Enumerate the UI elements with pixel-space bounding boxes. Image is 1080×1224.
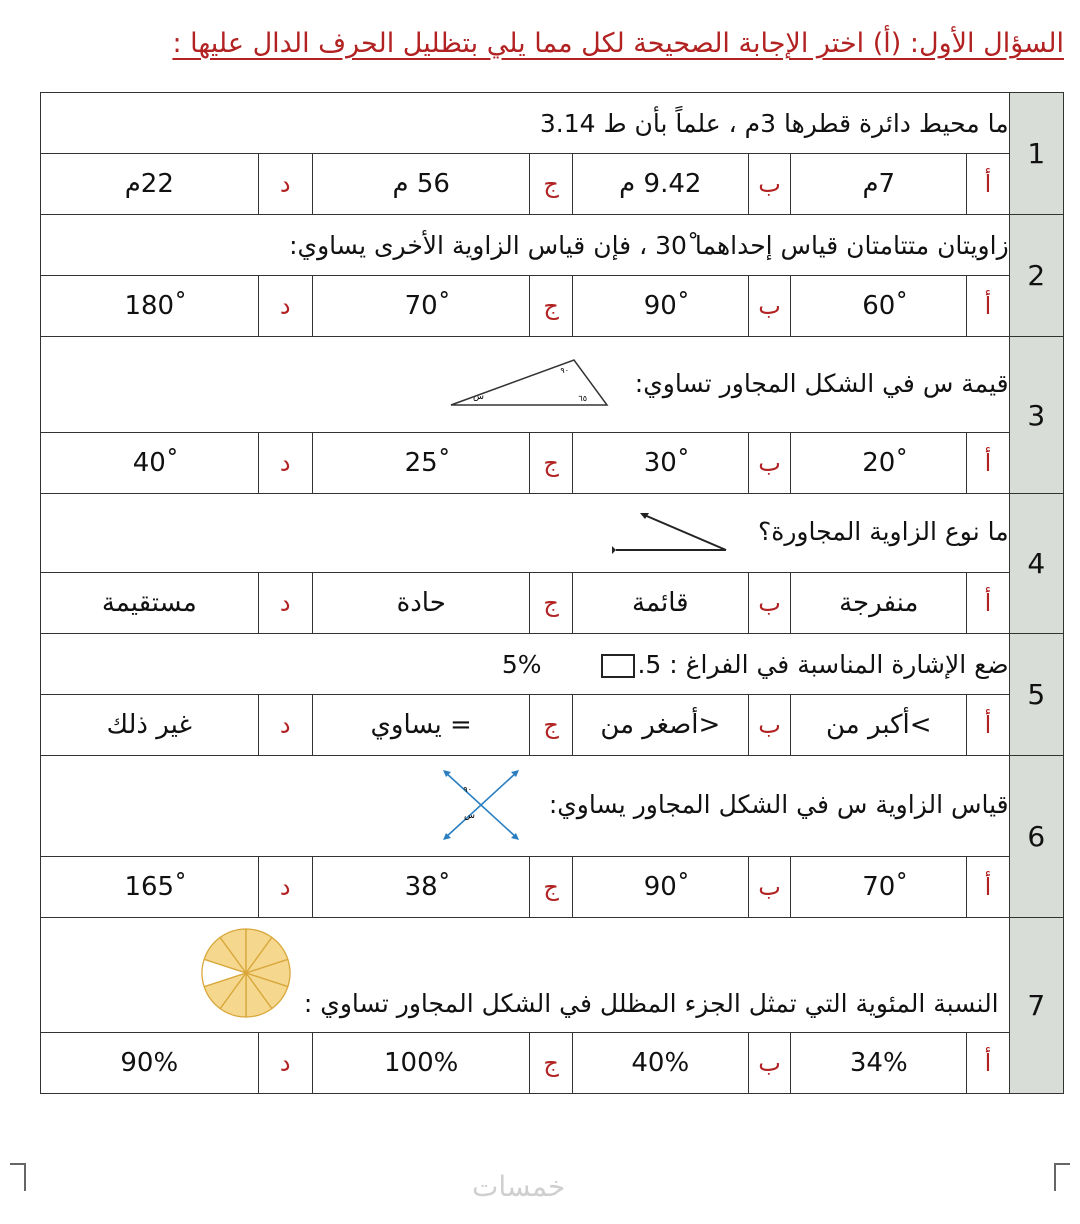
option-letter-b[interactable]: ب <box>748 276 790 337</box>
question-number: 3 <box>1009 337 1063 494</box>
option-letter-b[interactable]: ب <box>748 1033 790 1094</box>
triangle-angle-right: ٦٥ <box>578 393 587 403</box>
option-letter-c[interactable]: ج <box>530 573 572 634</box>
angle-label-top: ٩٠ <box>463 785 472 794</box>
option-letter-a[interactable]: أ <box>967 695 1009 756</box>
question-4-stem-row <box>41 494 1064 573</box>
questions-table <box>40 92 1064 1094</box>
option-letter-b[interactable]: ب <box>748 857 790 918</box>
option-letter-a[interactable]: أ <box>967 154 1009 215</box>
option-d[interactable]: 22م <box>41 154 259 215</box>
option-b[interactable]: 90ْ <box>572 276 748 337</box>
option-d[interactable]: غير ذلك <box>41 695 259 756</box>
option-letter-b[interactable]: ب <box>748 695 790 756</box>
question-number: 7 <box>1009 918 1063 1094</box>
question-stem-cell <box>41 756 1010 857</box>
option-letter-b[interactable]: ب <box>748 154 790 215</box>
question-3-stem-row <box>41 337 1064 433</box>
angle-label-x: س <box>463 811 475 821</box>
question-stem-end: 5% <box>501 649 542 679</box>
option-c[interactable]: حادة <box>312 573 529 634</box>
option-letter-c[interactable]: ج <box>530 154 572 215</box>
question-stem: زاويتان متتامتان قياس إحداهما 30ْ ، فإن قياس الزاوية الأخرى يساوي: <box>41 215 1010 276</box>
question-number: 5 <box>1009 634 1063 756</box>
question-stem-cell <box>41 634 1010 695</box>
option-b[interactable]: 30ْ <box>572 433 748 494</box>
option-c[interactable]: 56 م <box>312 154 529 215</box>
option-a[interactable]: 7م <box>791 154 967 215</box>
triangle-figure <box>449 355 609 415</box>
question-stem: ما نوع الزاوية المجاورة؟ <box>757 517 1009 546</box>
option-c[interactable]: 38ْ <box>312 857 529 918</box>
option-letter-c[interactable]: ج <box>530 857 572 918</box>
question-stem: قياس الزاوية س في الشكل المجاور يساوي: <box>548 790 1009 819</box>
page-title: السؤال الأول: (أ) اختر الإجابة الصحيحة لكل مما يلي بتظليل الحرف الدال عليها : <box>172 28 1064 59</box>
option-b[interactable]: 90ْ <box>572 857 748 918</box>
question-1-options-row <box>41 154 1064 215</box>
option-a[interactable]: منفرجة <box>791 573 967 634</box>
option-d[interactable]: 165ْ <box>41 857 259 918</box>
question-stem: ضع الإشارة المناسبة في الفراغ : 5. <box>637 649 1009 679</box>
angle-ray-diagonal <box>642 514 726 550</box>
answer-blank-box[interactable] <box>601 654 635 678</box>
option-c[interactable]: = يساوي <box>312 695 529 756</box>
option-letter-c[interactable]: ج <box>530 1033 572 1094</box>
option-letter-d[interactable]: د <box>258 573 312 634</box>
option-letter-c[interactable]: ج <box>530 695 572 756</box>
option-letter-d[interactable]: د <box>258 433 312 494</box>
option-letter-a[interactable]: أ <box>967 433 1009 494</box>
option-letter-a[interactable]: أ <box>967 1033 1009 1094</box>
option-a[interactable]: 70ْ <box>791 857 967 918</box>
option-b[interactable]: <أصغر من <box>572 695 748 756</box>
question-number: 4 <box>1009 494 1063 634</box>
option-a[interactable]: 20ْ <box>791 433 967 494</box>
question-number: 6 <box>1009 756 1063 918</box>
question-stem-cell <box>41 337 1010 433</box>
option-letter-d[interactable]: د <box>258 857 312 918</box>
option-b[interactable]: 40% <box>572 1033 748 1094</box>
question-stem: ما محيط دائرة قطرها 3م ، علماً بأن ط 3.14 <box>41 93 1010 154</box>
option-letter-b[interactable]: ب <box>748 573 790 634</box>
option-b[interactable]: قائمة <box>572 573 748 634</box>
question-5-options-row <box>41 695 1064 756</box>
question-6-options-row <box>41 857 1064 918</box>
question-6-stem-row <box>41 756 1064 857</box>
question-3-options-row <box>41 433 1064 494</box>
watermark: خمسات <box>472 1170 566 1203</box>
question-2-options-row <box>41 276 1064 337</box>
question-stem-cell <box>41 494 1010 573</box>
triangle-angle-top: ٩٠ <box>560 365 569 375</box>
question-stem: النسبة المئوية التي تمثل الجزء المظلل في الشكل المجاور تساوي : <box>303 989 999 1018</box>
pie-figure-wrap <box>199 926 293 1020</box>
option-a[interactable]: >أكبر من <box>791 695 967 756</box>
question-number: 1 <box>1009 93 1063 215</box>
question-stem: قيمة س في الشكل المجاور تساوي: <box>634 368 1009 398</box>
question-7-stem-row <box>41 918 1064 1033</box>
page-corner-mark-left <box>10 1163 26 1191</box>
intersecting-lines-figure <box>439 768 523 844</box>
option-letter-d[interactable]: د <box>258 695 312 756</box>
triangle-angle-left: س <box>472 391 484 402</box>
option-letter-d[interactable]: د <box>258 154 312 215</box>
acute-angle-figure <box>612 508 732 558</box>
option-a[interactable]: 34% <box>791 1033 967 1094</box>
option-letter-a[interactable]: أ <box>967 276 1009 337</box>
question-stem-cell <box>41 918 1010 1033</box>
arrow-head-icon <box>612 546 616 554</box>
option-c[interactable]: 25ْ <box>312 433 529 494</box>
option-d[interactable]: مستقيمة <box>41 573 259 634</box>
pie-figure <box>199 926 293 1020</box>
option-letter-a[interactable]: أ <box>967 857 1009 918</box>
question-4-options-row <box>41 573 1064 634</box>
option-c[interactable]: 100% <box>312 1033 529 1094</box>
option-letter-d[interactable]: د <box>258 1033 312 1094</box>
question-1-stem-row <box>41 93 1064 154</box>
option-b[interactable]: 9.42 م <box>572 154 748 215</box>
option-d[interactable]: 90% <box>41 1033 259 1094</box>
option-letter-c[interactable]: ج <box>530 276 572 337</box>
option-letter-d[interactable]: د <box>258 276 312 337</box>
option-letter-c[interactable]: ج <box>530 433 572 494</box>
question-5-stem-row <box>41 634 1064 695</box>
option-letter-a[interactable]: أ <box>967 573 1009 634</box>
option-a[interactable]: 60ْ <box>791 276 967 337</box>
option-c[interactable]: 70ْ <box>312 276 529 337</box>
option-d[interactable]: 40ْ <box>41 433 259 494</box>
option-d[interactable]: 180ْ <box>41 276 259 337</box>
page-corner-mark-right <box>1054 1163 1070 1191</box>
question-7-options-row <box>41 1033 1064 1094</box>
question-number: 2 <box>1009 215 1063 337</box>
question-2-stem-row <box>41 215 1064 276</box>
option-letter-b[interactable]: ب <box>748 433 790 494</box>
